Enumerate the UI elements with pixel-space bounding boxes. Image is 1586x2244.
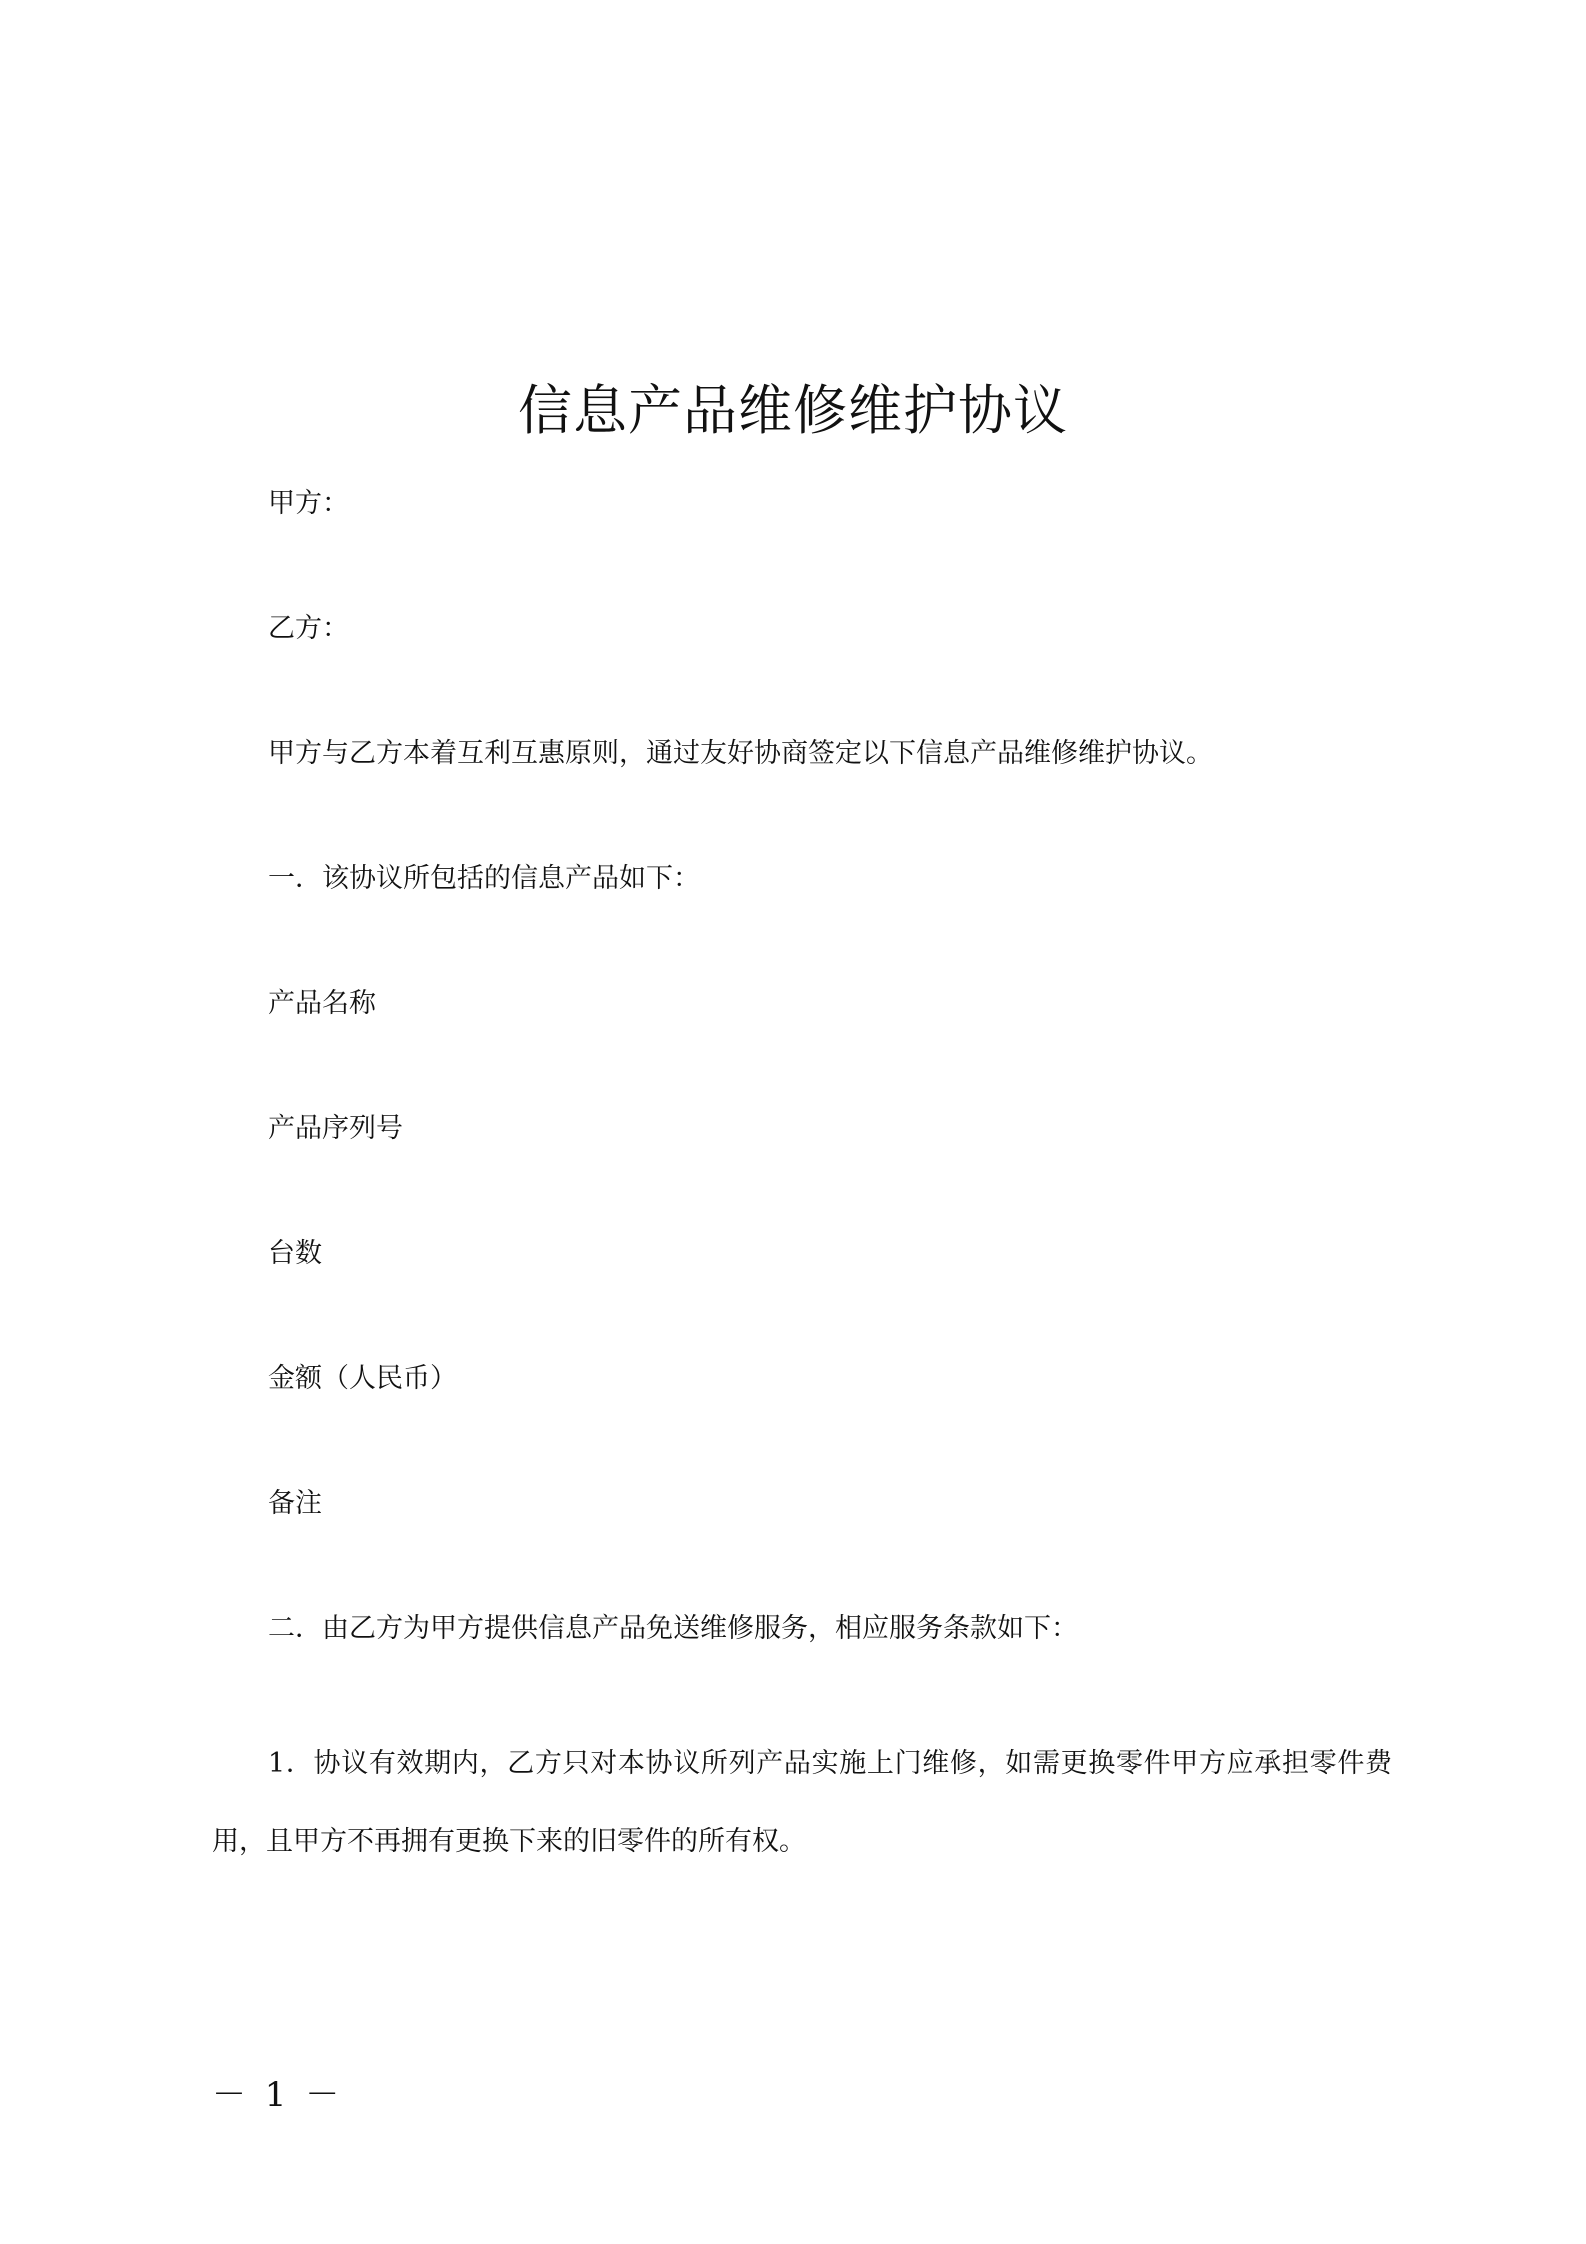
intro-paragraph: 甲方与乙方本着互利互惠原则，通过友好协商签定以下信息产品维修维护协议。 (268, 738, 1213, 769)
field-amount: 金额（人民币） (268, 1363, 457, 1394)
clause-1-paragraph: 1．协议有效期内，乙方只对本协议所列产品实施上门维修，如需更换零件甲方应承担零件费用，且甲方不再拥有更换下来的旧零件的所有权。 (212, 1748, 1392, 1857)
section-two-heading: 二．由乙方为甲方提供信息产品免送维修服务，相应服务条款如下： (268, 1613, 1078, 1644)
page-number: － 1 － (212, 2075, 344, 2115)
section-one-heading: 一．该协议所包括的信息产品如下： (268, 863, 700, 894)
field-serial-number: 产品序列号 (268, 1113, 403, 1144)
document-title: 信息产品维修维护协议 (518, 379, 1068, 443)
party-a-label: 甲方： (268, 488, 349, 519)
party-b-label: 乙方： (268, 613, 349, 644)
field-remarks: 备注 (268, 1488, 322, 1519)
field-product-name: 产品名称 (268, 988, 376, 1019)
field-quantity: 台数 (268, 1238, 322, 1269)
